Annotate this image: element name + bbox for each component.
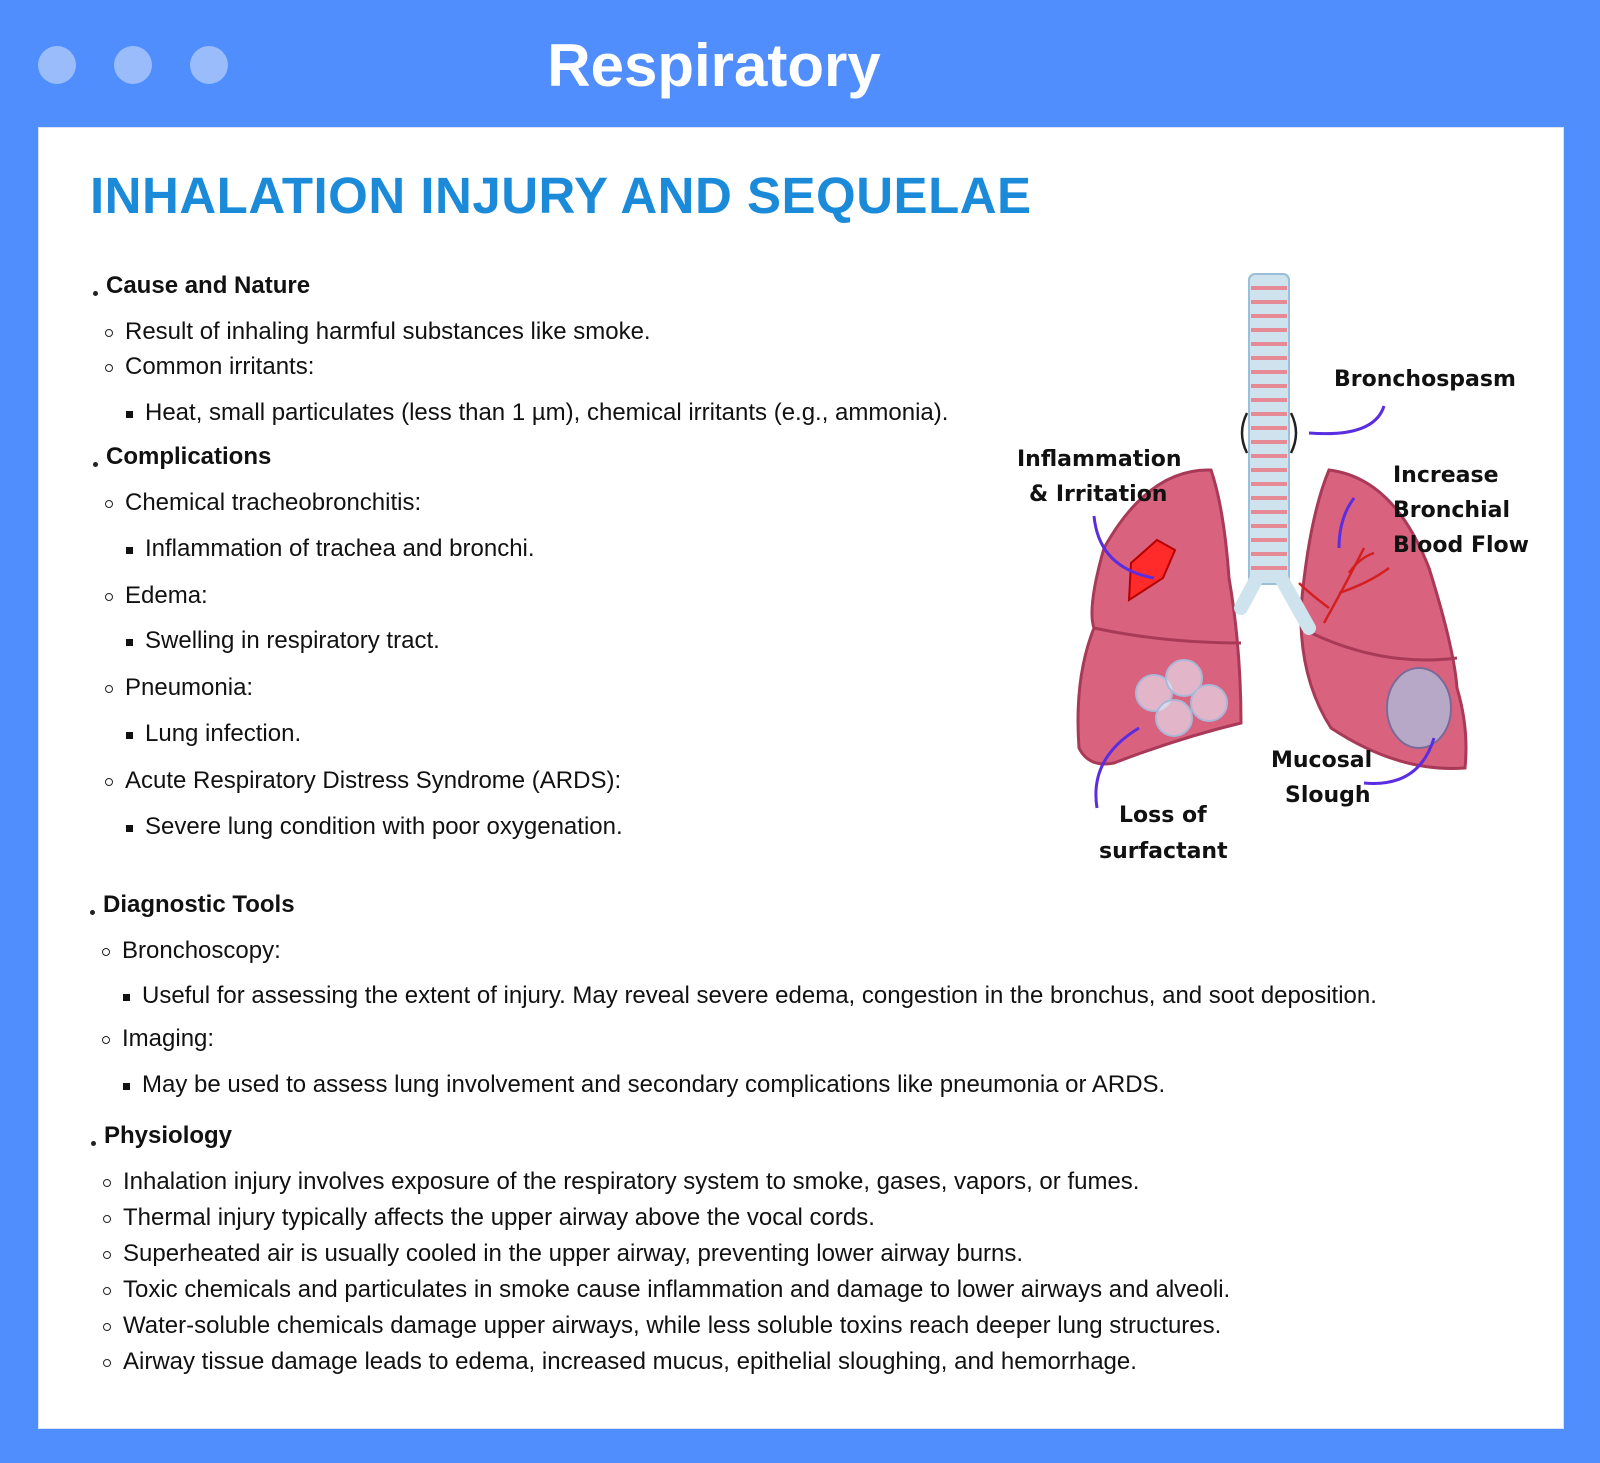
section-heading-diagnostic: Diagnostic Tools [103,891,295,918]
square-bullet-icon [126,732,133,739]
label-inflammation-line2: & Irritation [1029,482,1168,507]
bullet-icon [93,291,98,296]
list-subitem: Inflammation of trachea and bronchi. [145,535,535,562]
lung-illustration [979,248,1559,1008]
circle-bullet-icon [102,1036,110,1044]
label-bronchospasm: Bronchospasm [1334,367,1516,392]
list-item: Result of inhaling harmful substances like smoke. [125,318,651,345]
circle-bullet-icon [105,500,113,508]
section-heading-complications: Complications [106,443,272,470]
list-item: Common irritants: [125,353,315,380]
window-title: Respiratory [547,32,881,99]
section-heading-physiology: Physiology [104,1122,233,1149]
section-heading-cause: Cause and Nature [106,272,311,299]
list-item: Imaging: [122,1025,215,1052]
label-blood-flow-line2: Bronchial [1393,498,1511,523]
square-bullet-icon [123,1083,130,1090]
label-mucosal-line2: Slough [1285,783,1371,808]
list-subitem: Lung infection. [145,720,302,747]
label-mucosal-line1: Mucosal [1271,748,1373,773]
content-card [38,127,1564,1429]
circle-bullet-icon [105,778,113,786]
square-bullet-icon [126,547,133,554]
circle-bullet-icon [103,1359,111,1367]
circle-bullet-icon [103,1323,111,1331]
window-title-bar [0,0,1600,127]
circle-bullet-icon [103,1251,111,1259]
circle-bullet-icon [105,364,113,372]
list-subitem: May be used to assess lung involvement and secondary complications like pneumonia or ARDS. [142,1071,1166,1098]
square-bullet-icon [126,825,133,832]
list-subitem: Heat, small particulates (less than 1 µm), chemical irritants (e.g., ammonia). [145,399,949,426]
square-bullet-icon [123,994,130,1001]
label-blood-flow-line1: Increase [1393,463,1499,488]
circle-bullet-icon [103,1215,111,1223]
list-item: Pneumonia: [125,674,254,701]
circle-bullet-icon [105,685,113,693]
label-surfactant-line2: surfactant [1099,839,1228,864]
list-item: Airway tissue damage leads to edema, increased mucus, epithelial sloughing, and hemorrhage. [123,1348,1137,1375]
label-surfactant-line1: Loss of [1119,803,1207,828]
list-item: Bronchoscopy: [122,937,281,964]
list-item: Edema: [125,582,208,609]
list-item: Inhalation injury involves exposure of the respiratory system to smoke, gases, vapors, or fumes. [123,1168,1140,1195]
label-blood-flow-line3: Blood Flow [1393,533,1529,558]
circle-bullet-icon [105,593,113,601]
page-title: INHALATION INJURY AND SEQUELAE [90,167,1032,224]
square-bullet-icon [126,639,133,646]
circle-bullet-icon [102,948,110,956]
bullet-icon [91,1141,96,1146]
list-item: Superheated air is usually cooled in the upper airway, preventing lower airway burns. [123,1240,1024,1267]
list-item: Toxic chemicals and particulates in smoke cause inflammation and damage to lower airways and alveoli. [123,1276,1231,1303]
list-item: Water-soluble chemicals damage upper airways, while less soluble toxins reach deeper lung structures. [123,1312,1222,1339]
bullet-icon [93,462,98,467]
list-item: Chemical tracheobronchitis: [125,489,422,516]
circle-bullet-icon [103,1287,111,1295]
square-bullet-icon [126,411,133,418]
bullet-icon [90,910,95,915]
list-item: Thermal injury typically affects the upper airway above the vocal cords. [123,1204,875,1231]
circle-bullet-icon [105,329,113,337]
list-subitem: Severe lung condition with poor oxygenation. [145,813,623,840]
circle-bullet-icon [103,1179,111,1187]
list-subitem: Useful for assessing the extent of injury. May reveal severe edema, congestion in the bronchus, and soot deposition. [142,982,1377,1009]
list-item: Acute Respiratory Distress Syndrome (ARDS): [125,767,622,794]
label-inflammation-line1: Inflammation [1017,447,1182,472]
list-subitem: Swelling in respiratory tract. [145,627,440,654]
lungs-diagram-image [979,248,1559,1008]
